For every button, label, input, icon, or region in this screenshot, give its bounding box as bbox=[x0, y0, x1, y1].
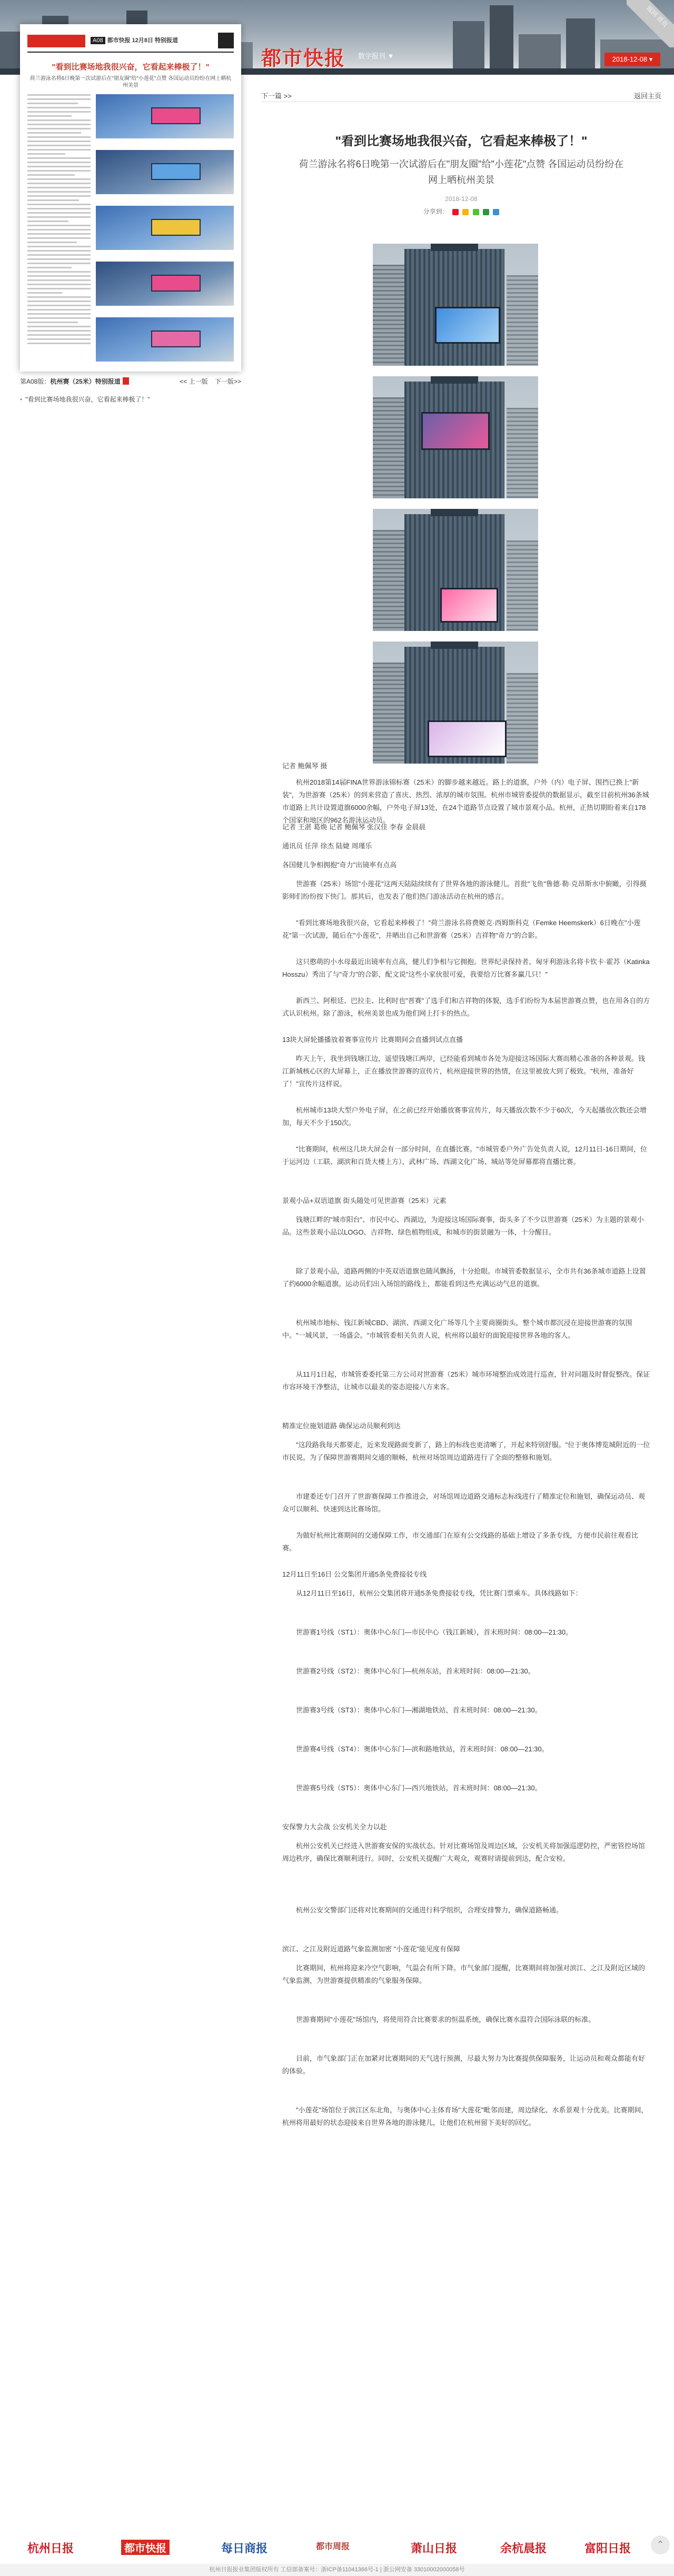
article-paragraph: 世游赛4号线（ST4）：奥体中心东门—滨和路地铁站，首末班时间：08:00—21:30。 bbox=[296, 1745, 549, 1753]
article-paragraph: 新西兰、阿根廷、巴拉圭、比利时也"晋赛"了选手们和吉祥物的体貌，选手们纷纷为本届世游赛点赞，也在用各自的方式认识杭州。除了游泳，杭州美景也成为他们网上打卡的热点。 bbox=[282, 997, 650, 1017]
prev-edition-link[interactable]: << 上一版 bbox=[180, 378, 208, 385]
edition-name[interactable]: 杭州赛（25米）特别报道 bbox=[50, 378, 121, 385]
masthead-logo bbox=[27, 35, 85, 47]
edition-nav bbox=[174, 377, 241, 386]
partner-logo[interactable]: 每日商报 bbox=[221, 2542, 268, 2555]
article-paragraph: 从12月11日至16日，杭州公交集团将开通5条免费接驳专线，凭比赛门票乘车。具体线路如下： bbox=[296, 1589, 582, 1597]
partner-logo[interactable]: 余杭晨报 bbox=[500, 2542, 547, 2555]
article-paragraph: 为做好杭州比赛期间的交通保障工作，市交通部门在原有公交线路的基础上增设了多条专线，方便市民前往观看比赛。 bbox=[282, 1531, 639, 1552]
article-paragraph: 杭州公安交警部门还将对比赛期间的交通进行科学组织，合理安排警力，确保道路畅通。 bbox=[296, 1906, 563, 1914]
article-paragraph: 杭州城市13块大型户外电子屏，在之前已经开始播放赛事宣传片，每天播放次数不少于60次，今天起播放次数还会增加，每天不少于150次。 bbox=[282, 1106, 647, 1127]
page-photo bbox=[96, 317, 234, 362]
article-heading: 景观小品+双语道旗 街头随处可见世游赛（25米）元素 bbox=[282, 1197, 447, 1205]
newspaper-page-preview[interactable] bbox=[20, 24, 241, 372]
article-paragraph: 记者 王湛 葛焕 记者 鲍佩琴 张汉佳 李春 金晨晨 bbox=[282, 823, 426, 831]
article-paragraph: "这段路我每天都要走，近来发现路面变新了，路上的标线也更清晰了，开起来特别舒服。"位于奥体博览城附近的一位市民说。为了保障世游赛期间交通的顺畅，杭州对场馆周边道路进行了全面的整修和施划。 bbox=[282, 1441, 650, 1461]
article-paragraph: "比赛期间，杭州这几块大屏会有一部分时间，在直播比赛。"市城管委户外广告处负责人说，12月11日-16日期间，位于运河边（工联、湖滨和百货大楼上方），武林广场、西湖文化广场、城站等处屏幕都将直播比赛。 bbox=[282, 1145, 647, 1166]
article-paragraph: 世游赛期间"小莲花"场馆内，将使用符合比赛要求的恒温系统，确保比赛水温符合国际泳联的标准。 bbox=[296, 2016, 596, 2023]
article-paragraph: 这只憨萌的小水母最近出镜率有点高，健儿们争相与它拥抱。世界纪录保持者、匈牙利游泳名将卡钦卡·霍苏（Katinka Hosszu）秀出了与"奇力"的合影，配文说"这些小家伙很可爱，我要给万比赛多赢几只！" bbox=[282, 958, 650, 978]
partner-logo[interactable]: 杭州日报 bbox=[27, 2542, 74, 2555]
list-item-title[interactable]: "看到比赛场地我很兴奋，它看起来棒极了！" bbox=[25, 396, 150, 403]
article-paragraph: 目前，市气象部门正在加紧对比赛期间的天气进行预测，尽最大努力为比赛提供保障服务，让运动员和观众都能有好的体验。 bbox=[282, 2054, 646, 2075]
page-body bbox=[27, 94, 234, 368]
article-paragraph: 比赛期间，杭州将迎来冷空气影响，气温会有所下降。市气象部门提醒，比赛期间将加强对滨江、之江及附近区域的气象监测，为世游赛提供精准的气象服务保障。 bbox=[282, 1964, 646, 1984]
article-paragraph: 除了景观小品，道路两侧的中英双语道旗也随风飘扬，十分抢眼。市城管委数据显示，全市共有36条城市道路上设置了约6000余幅道旗。运动员们出入场馆的路线上，都能看到这些充满运动气息的道旗。 bbox=[282, 1267, 646, 1288]
site-logo[interactable]: 都市快报 bbox=[261, 46, 346, 70]
article-title: "看到比赛场地我很兴奋，它看起来棒极了！" bbox=[335, 134, 588, 148]
copyright-bar: 杭州日报报业集团版权所有 工信部备案号：浙ICP备11041366号-1 | 浙公网安备 33010002000058号 bbox=[0, 2564, 674, 2576]
article-paragraph: 世游赛（25米）场馆"小莲花"这两天陆陆续续有了世界各地的游泳健儿。首批"飞鱼"鲁德·勒·克昂斯水中俯瞰，引得摄影师们纷纷按下快门。那其后，也发表了他们热门游泳活动在杭州的感言。 bbox=[282, 880, 647, 900]
article-heading: 滨江、之江及附近道路气象监测加密 "小莲花"能见度有保障 bbox=[282, 1945, 460, 1953]
article-heading: 精准定位施划道路 确保运动员顺利到达 bbox=[282, 1422, 401, 1430]
article-paragraph: 世游赛5号线（ST5）：奥体中心东门—西兴地铁站，首末班时间：08:00—21:30。 bbox=[296, 1784, 542, 1792]
page-photo bbox=[96, 150, 234, 194]
article-subtitle-line: 荷兰游泳名将6日晚第一次试游后在"朋友圈"给"小莲花"点赞 各国运动员纷纷在 bbox=[299, 159, 624, 169]
page-photo bbox=[96, 262, 234, 306]
partner-logo[interactable]: 富阳日报 bbox=[584, 2542, 631, 2555]
partner-logo[interactable]: 都市快报 bbox=[121, 2540, 170, 2555]
next-edition-link[interactable]: 下一版>> bbox=[214, 378, 241, 385]
page-photo-column bbox=[96, 94, 234, 373]
article-heading: 13块大屏轮播播放着赛事宣传片 比赛期间会直播到试点直播 bbox=[282, 1036, 463, 1044]
partner-logos bbox=[0, 2535, 674, 2559]
article-heading: 各国健儿争相拥抱"奇力"出镜率有点高 bbox=[282, 861, 397, 869]
article-paragraph: 市建委还专门召开了世游赛保障工作推进会，对场馆周边道路交通标志标线进行了精准定位和施划，确保运动员、观众可以顺利、快速到达比赛场馆。 bbox=[282, 1492, 646, 1513]
page-photo bbox=[96, 94, 234, 138]
article-heading: 12月11日至16日 公交集团开通5条免费接驳专线 bbox=[282, 1570, 427, 1578]
masthead-meta bbox=[91, 36, 178, 44]
article-paragraph: 通讯员 任萍 徐杰 陆婕 周瑾乐 bbox=[282, 842, 372, 850]
article-paragraph: "小莲花"场馆位于滨江区东北角，与奥体中心主体育场"大莲花"毗邻而建，周边绿化、水系景观十分优美。比赛期间，杭州将用最好的状态迎接来自世界各地的游泳健儿，让他们在杭州留下美好的回忆。 bbox=[282, 2106, 648, 2127]
article-paragraph: 世游赛1号线（ST1）：奥体中心东门—市民中心（钱江新城），首末班时间：08:00—21:30。 bbox=[296, 1628, 573, 1636]
article-paragraph: 杭州城市地标、钱江新城CBD、湖滨、西湖文化广场等几个主要商圈街头，整个城市都沉浸在迎接世游赛的氛围中。"一城风景，一场盛会。"市城管委相关负责人说，杭州将以最好的面貌迎接世界各地的客人。 bbox=[282, 1319, 632, 1339]
pdf-icon[interactable] bbox=[123, 377, 129, 385]
page-deck: 荷兰游泳名将6日晚第一次试游后在"朋友圈"给"小莲花"点赞 各国运动员纷纷在网上晒杭州美景 bbox=[29, 76, 232, 88]
back-home-link[interactable]: 返回主页 bbox=[633, 92, 661, 100]
article-paragraph: 杭州公安机关已经进入世游赛安保的实战状态。针对比赛场馆及周边区域，公安机关将加强巡逻防控，严密管控场馆周边秩序，确保比赛顺利进行。同时，公安机关提醒广大观众，观赛时请提前到达，配合安检。 bbox=[282, 1842, 646, 1862]
article-paragraph: 杭州2018第14届FINA世界游泳锦标赛（25米）的脚步越来越近。路上的道旗，户外（内）电子屏、围挡已换上"新装"，为世游赛（25米）的到来营造了喜庆、热烈、浓厚的城市氛围。杭州市城管委提供的数据显示，截至目前杭州36条城市道路上共计设置道旗6000余幅，户外电子屏13处，在24个道路节点设置了城市景观小品。杭州，正热切期盼着来自178个国家和地区的962名游泳运动员。 bbox=[282, 778, 649, 824]
article-paragraph: "看到比赛场地我很兴奋，它看起来棒极了！"荷兰游泳名将费姬克·西姆斯科克（Femke Heemskerk）6日晚在"小莲花"第一次试游，随后在"小莲花"，并晒出自己和世游赛（25米）吉祥物"奇力"的合影。 bbox=[282, 919, 641, 939]
edition-label: 第A08版： bbox=[20, 378, 51, 385]
article-paragraph: 钱塘江畔的"城市阳台"、市民中心、西湖边，为迎接这场国际赛事，街头多了不少以世游赛（25米）为主题的景观小品。这些景观小品以LOGO、吉祥物、绿色植物组成，和城市的街景融为一体，十分醒目。 bbox=[282, 1216, 644, 1236]
partner-logo[interactable]: 都市周报 bbox=[316, 2541, 350, 2551]
next-article-link[interactable]: 下一篇 >> bbox=[261, 92, 292, 100]
page-text-column bbox=[27, 94, 91, 347]
page-masthead bbox=[27, 32, 234, 53]
article-subtitle-line: 网上晒杭州美景 bbox=[428, 175, 494, 185]
page-number: A08 bbox=[91, 37, 105, 44]
edition-bar bbox=[20, 377, 241, 386]
partner-logo[interactable]: 萧山日报 bbox=[411, 2542, 458, 2555]
article-list bbox=[20, 395, 241, 404]
article-paragraph: 从11月1日起，市城管委委托第三方公司对世游赛（25米）城市环境整治成效进行巡查，针对问题及时督促整改。保证市容环境干净整洁，让城市以最美的姿态迎接八方来客。 bbox=[282, 1370, 650, 1391]
date-picker-button[interactable]: 2018-12-08 ▾ bbox=[604, 53, 660, 66]
article-paragraph: 世游赛2号线（ST2）：奥体中心东门—杭州东站，首末班时间：08:00—21:30。 bbox=[296, 1667, 535, 1675]
scroll-to-top-button[interactable]: ⌃ bbox=[651, 2535, 670, 2554]
article-body bbox=[282, 0, 651, 2526]
photo-credit: 记者 鲍佩琴 摄 bbox=[282, 762, 328, 770]
article-paragraph: 世游赛3号线（ST3）：奥体中心东门—湘湖地铁站，首末班时间：08:00—21:30。 bbox=[296, 1706, 542, 1714]
bullet-icon: • bbox=[20, 396, 23, 403]
barcode-icon bbox=[218, 33, 234, 48]
page-section: 都市快报 12月8日 特别报道 bbox=[107, 37, 179, 44]
article-date: 2018-12-08 bbox=[445, 195, 478, 203]
page-photo bbox=[96, 206, 234, 250]
page-headline: "看到比赛场地我很兴奋，它看起来棒极了！" bbox=[52, 63, 210, 72]
list-item[interactable] bbox=[20, 395, 241, 404]
share-label: 分享到： bbox=[423, 208, 449, 215]
article-paragraph: 昨天上午，我坐到钱塘江边，遥望钱塘江两岸，已经能看到城市各处为迎接这场国际大赛而精心准备的各种景观。钱江新城核心区的大屏幕上，正在播放世游赛的宣传片，杭州迎接世界的热情，在这里被放大到了极致。"杭州，准备好了！"宣传片这样说。 bbox=[282, 1055, 646, 1088]
edition-selector[interactable]: 数字报刊 ▼ bbox=[358, 52, 394, 60]
article-heading: 安保警力大会战 公安机关全力以赴 bbox=[282, 1823, 387, 1831]
home-corner-label: 返回 首页 bbox=[627, 0, 674, 47]
